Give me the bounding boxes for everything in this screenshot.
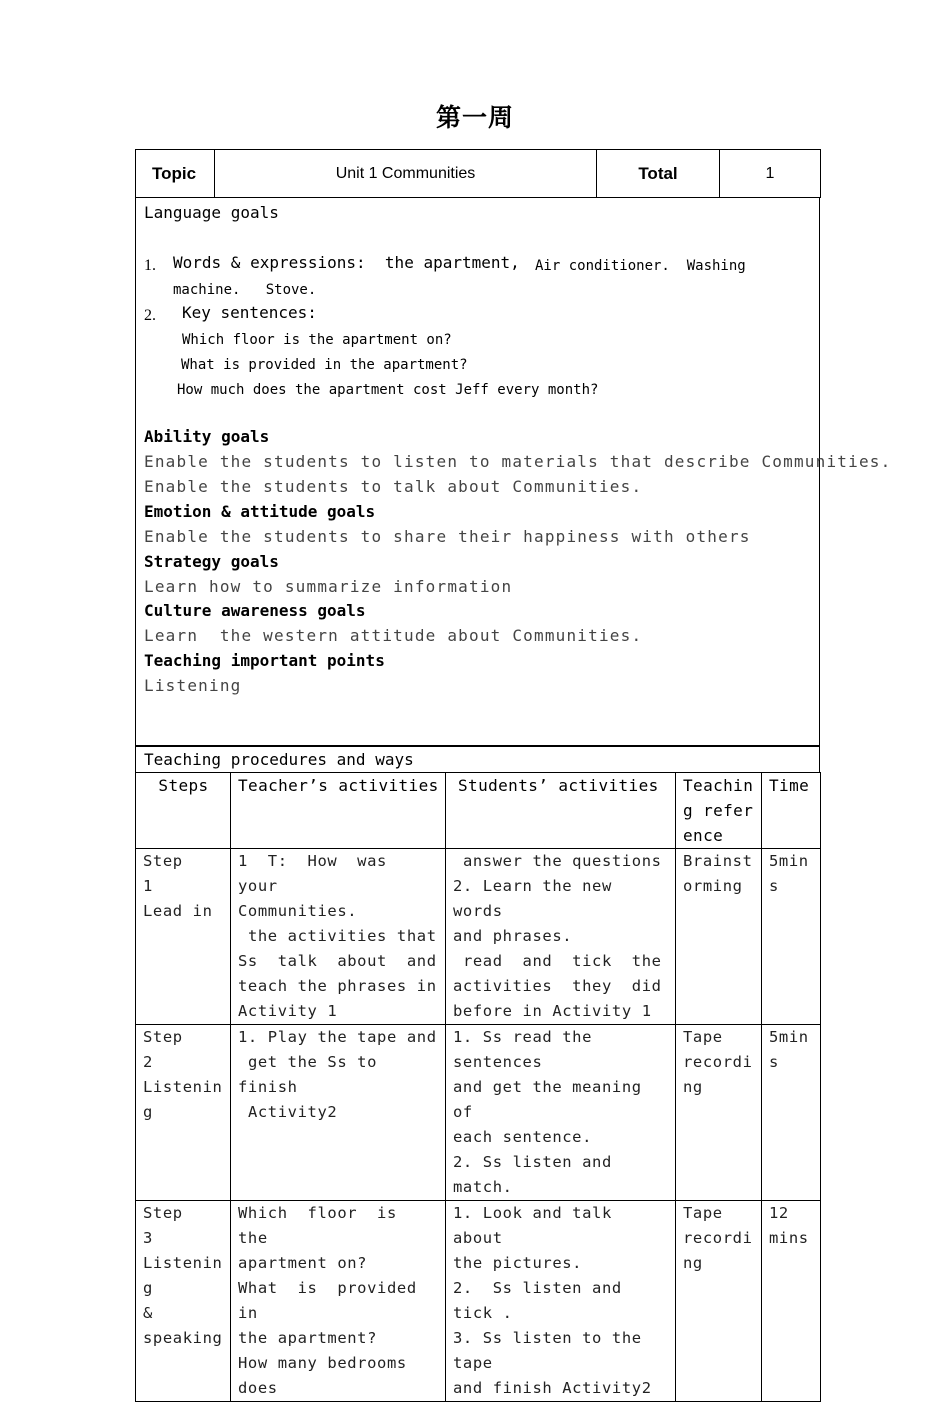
cell-line: and get the meaning of	[453, 1078, 652, 1121]
cell-line: Tape	[683, 1028, 723, 1046]
important-point-1: Listening	[144, 676, 242, 695]
cell-line: 1. Look and talk about	[453, 1204, 622, 1247]
strategy-goal-1: Learn how to summarize information	[144, 577, 513, 596]
emotion-goal-1: Enable the students to share their happiness with others	[144, 527, 751, 546]
cell-line: Listenin	[143, 1254, 223, 1272]
cell-line: the apartment?	[238, 1329, 378, 1347]
procedures-heading: Teaching procedures and ways	[136, 747, 820, 773]
cell-line: mins	[769, 1229, 809, 1247]
step-teacher-cell	[231, 1201, 446, 1402]
ability-goal-1: Enable the students to listen to materials that describe Communities.	[144, 452, 892, 471]
cell-line: How many bedrooms does	[238, 1354, 417, 1397]
cell-line: What is provided in	[238, 1279, 437, 1322]
cell-line: recordi	[683, 1229, 753, 1247]
cell-line: speaking	[143, 1329, 223, 1347]
cell-line: and phrases.	[453, 927, 573, 945]
steps-body	[136, 849, 821, 1402]
item2-text: Key sentences:	[182, 303, 317, 322]
step-teacher-cell	[231, 1025, 446, 1201]
cell-line: g	[143, 1279, 153, 1297]
cell-line: Tape	[683, 1204, 723, 1222]
step-reference-cell	[676, 849, 762, 1025]
cell-line: get the Ss to finish	[238, 1053, 387, 1096]
cell-line: Step 1	[143, 852, 223, 895]
col-time: Time	[762, 773, 821, 849]
unit-title: Unit 1 Communities	[215, 150, 597, 198]
step-teacher-cell	[231, 849, 446, 1025]
cell-line: Which floor is the	[238, 1204, 417, 1247]
cell-line: 1. Ss read the sentences	[453, 1028, 602, 1071]
step-time-cell	[762, 1025, 821, 1201]
step-reference-cell	[676, 1025, 762, 1201]
cell-line: before in Activity 1	[453, 1002, 652, 1020]
cell-line: activities they did	[453, 977, 662, 995]
cell-line: 1 T: How was your	[238, 852, 407, 895]
cell-line: g	[143, 1103, 153, 1121]
cell-line: 2. Learn the new words	[453, 877, 622, 920]
language-goals-heading: Language goals	[144, 203, 279, 222]
cell-line: Activity2	[238, 1103, 338, 1121]
cell-line: the activities that	[238, 927, 437, 945]
table-row	[136, 1201, 821, 1402]
cell-line: and finish Activity2	[453, 1379, 652, 1397]
item2-number: 2.	[144, 307, 156, 324]
table-row	[136, 849, 821, 1025]
culture-goal-1: Learn the western attitude about Communities.	[144, 626, 643, 645]
step-time-cell	[762, 1201, 821, 1402]
col-steps: Steps	[136, 773, 231, 849]
header-table	[135, 149, 821, 198]
cell-line: ng	[683, 1078, 703, 1096]
cell-line: 12	[769, 1204, 789, 1222]
cell-line: Ss talk about and	[238, 952, 437, 970]
culture-goals-heading: Culture awareness goals	[144, 601, 366, 620]
cell-line: 3. Ss listen to the tape	[453, 1329, 652, 1372]
cell-line: Listenin	[143, 1078, 223, 1096]
page-title: 第一周	[435, 103, 514, 132]
col-reference: Teaching reference	[676, 773, 762, 849]
cell-line: 1. Play the tape and	[238, 1028, 437, 1046]
step-students-cell	[446, 849, 676, 1025]
cell-line: teach the phrases in	[238, 977, 437, 995]
ability-goal-2: Enable the students to talk about Communities.	[144, 477, 643, 496]
step-step-cell	[136, 849, 231, 1025]
cell-line: Step 2	[143, 1028, 223, 1071]
item1-text-b: Air conditioner. Washing	[535, 258, 746, 274]
item1-number: 1.	[144, 257, 156, 274]
cell-line: recordi	[683, 1053, 753, 1071]
item1-text-c: machine. Stove.	[173, 282, 317, 298]
total-label: Total	[597, 150, 720, 198]
cell-line: Lead in	[143, 902, 213, 920]
emotion-goals-heading: Emotion & attitude goals	[144, 502, 376, 521]
important-points-heading: Teaching important points	[144, 651, 385, 670]
col-students: Students’ activities	[446, 773, 676, 849]
cell-line: Brainst	[683, 852, 753, 870]
cell-line: answer the questions	[453, 852, 662, 870]
topic-label: Topic	[136, 150, 215, 198]
step-students-cell	[446, 1025, 676, 1201]
cell-line: 2. Ss listen and tick .	[453, 1279, 632, 1322]
total-value: 1	[720, 150, 821, 198]
cell-line: read and tick the	[453, 952, 662, 970]
procedures-heading-row	[135, 746, 820, 773]
steps-table	[135, 772, 821, 1402]
steps-header-row	[136, 773, 821, 849]
key-sentence-2: What is provided in the apartment?	[181, 357, 468, 373]
cell-line: s	[769, 1053, 779, 1071]
goals-table	[135, 197, 892, 746]
cell-line: s	[769, 877, 779, 895]
cell-line: each sentence.	[453, 1128, 593, 1146]
step-reference-cell	[676, 1201, 762, 1402]
cell-line: Activity 1	[238, 1002, 338, 1020]
cell-line: apartment on?	[238, 1254, 368, 1272]
cell-line: &	[143, 1304, 153, 1322]
cell-line: Step 3	[143, 1204, 223, 1247]
key-sentence-3: How much does the apartment cost Jeff every month?	[177, 382, 599, 398]
cell-line: Communities.	[238, 902, 358, 920]
cell-line: 5min	[769, 1028, 809, 1046]
cell-line: orming	[683, 877, 743, 895]
cell-line: 2. Ss listen and match.	[453, 1153, 622, 1196]
step-time-cell	[762, 849, 821, 1025]
ability-goals-heading: Ability goals	[144, 427, 270, 446]
item1-text-a: Words & expressions: the apartment,	[173, 253, 520, 272]
step-students-cell	[446, 1201, 676, 1402]
col-teacher: Teacher’s activities	[231, 773, 446, 849]
strategy-goals-heading: Strategy goals	[144, 552, 279, 571]
key-sentence-1: Which floor is the apartment on?	[182, 332, 452, 348]
cell-line: the pictures.	[453, 1254, 583, 1272]
table-row	[136, 1025, 821, 1201]
cell-line: ng	[683, 1254, 703, 1272]
goals-cell	[136, 198, 892, 746]
cell-line: 5min	[769, 852, 809, 870]
step-step-cell	[136, 1201, 231, 1402]
step-step-cell	[136, 1025, 231, 1201]
